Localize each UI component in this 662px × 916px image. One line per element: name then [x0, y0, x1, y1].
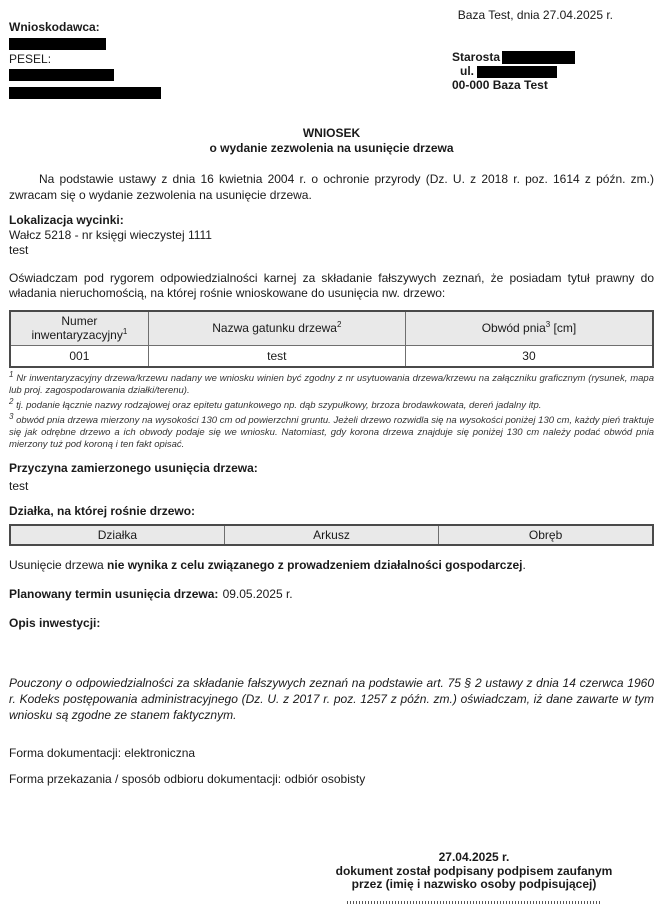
document-title — [9, 126, 654, 156]
reason-label: Przyczyna zamierzonego usunięcia drzewa: — [9, 461, 258, 475]
authority-city-line: 00-000 Baza Test — [452, 78, 548, 93]
tree-table-header-row — [10, 311, 653, 345]
tree-girth-cell: 30 — [405, 345, 653, 367]
footnote-3: $^3$ obwód pnia drzewa mierzony na wysokości 130 cm od powierzchni gruntu. Jeżeli drzewo rozwidla się na wysokości poniżej 130 cm, każdy pień traktuje się jak odrębne drzewo a ich obwody podaje się we wniosku. Natomiast, gdy korona drzewa znajduje się poniżej 130 cm należy podać obwód pnia mierzony tuż pod koroną i ten fakt opisać. — [9, 411, 654, 450]
tree-table-header-girth: Obwód pnia$^3$ [cm] — [405, 311, 653, 345]
location-section — [9, 213, 654, 258]
authority-street-label: ul. — [460, 64, 474, 79]
documentation-delivery-line: Forma przekazania / sposób odbioru dokumentacji: odbiór osobisty — [9, 772, 366, 786]
parcel-table — [9, 524, 654, 546]
business-statement: Usunięcie drzewa nie wynika z celu związanego z prowadzeniem działalności gospodarczej. — [9, 558, 526, 572]
planned-date-value: 09.05.2025 r. — [222, 587, 293, 601]
legal-paragraph: Pouczony o odpowiedzialności za składanie fałszywych zeznań na podstawie art. 75 § 2 ustawy z dnia 14 czerwca 1960 r. Kodeks postępowania administracyjnego (Dz. U. z 2017 r. poz. 1257 z późn. zm.) oświadczam, iż dane zawarte w tym wniosku są zgodne ze stanem faktycznym. — [9, 676, 654, 722]
reason-value: test — [9, 479, 29, 493]
tree-species-cell: test — [148, 345, 405, 367]
signature-block — [300, 851, 648, 904]
declaration-paragraph: Oświadczam pod rygorem odpowiedzialności karnej za składanie fałszywych zeznań, że posiadam tytuł prawny do władania nieruchomością, na której rośnie wnioskowane do usunięcia nw. drzewo: — [9, 271, 654, 300]
signature-dotted-line — [347, 901, 602, 904]
title-line2: o wydanie zezwolenia na usunięcie drzewa — [209, 141, 454, 155]
authority-name-label: Starosta — [452, 50, 501, 64]
tree-table-header-species: Nazwa gatunku drzewa$^2$ — [148, 311, 405, 345]
parcel-label: Działka, na której rośnie drzewo: — [9, 504, 196, 518]
location-line1: Wałcz 5218 - nr księgi wieczystej 1111 — [9, 228, 212, 242]
pesel-label: PESEL: — [9, 52, 52, 66]
tree-table-header-number: Numer inwentaryzacyjny$^1$ — [10, 311, 148, 345]
tree-number-cell: 001 — [10, 345, 148, 367]
planned-date-line — [9, 587, 654, 602]
parcel-header-obreb: Obręb — [439, 525, 653, 545]
signature-date: 27.04.2025 r. — [438, 850, 510, 864]
title-line1: WNIOSEK — [302, 126, 361, 140]
signature-line2: przez (imię i nazwisko osoby podpisującej) — [351, 877, 597, 891]
tree-table-row — [10, 345, 653, 367]
footnotes — [9, 369, 654, 451]
planned-date-label: Planowany termin usunięcia drzewa: — [9, 587, 219, 601]
document-date-line: Baza Test, dnia 27.04.2025 r. — [457, 8, 613, 22]
parcel-header-arkusz: Arkusz — [224, 525, 438, 545]
documentation-form-line: Forma dokumentacji: elektroniczna — [9, 746, 196, 760]
parcel-table-header-row — [10, 525, 653, 545]
parcel-header-dzialka: Działka — [10, 525, 224, 545]
location-line2: test — [9, 243, 29, 257]
footnote-1: $^1$ Nr inwentaryzacyjny drzewa/krzewu nadany we wniosku winien być zgodny z nr usytuowania drzewa/krzewu na załączniku graficznym (rysunek, mapa lub proj. zagospodarowania działki/terenu). — [9, 369, 654, 396]
applicant-label: Wnioskodawca: — [9, 20, 100, 34]
tree-table — [9, 310, 654, 368]
location-label: Lokalizacja wycinki: — [9, 213, 124, 227]
signature-line1: dokument został podpisany podpisem zaufanym — [335, 863, 613, 878]
footnote-2: $^2$ tj. podanie łącznie nazwy rodzajowej oraz epitetu gatunkowego np. dąb szypułkowy, brzoza brodawkowata, dereń jadalny itp. — [9, 396, 542, 411]
intro-paragraph: Na podstawie ustawy z dnia 16 kwietnia 2004 r. o ochronie przyrody (Dz. U. z 2018 r. poz. 1614 z późn. zm.) zwracam się o wydanie zezwolenia na usunięcie drzewa. — [9, 172, 654, 202]
investment-label: Opis inwestycji: — [9, 616, 101, 630]
document-content — [9, 0, 654, 787]
